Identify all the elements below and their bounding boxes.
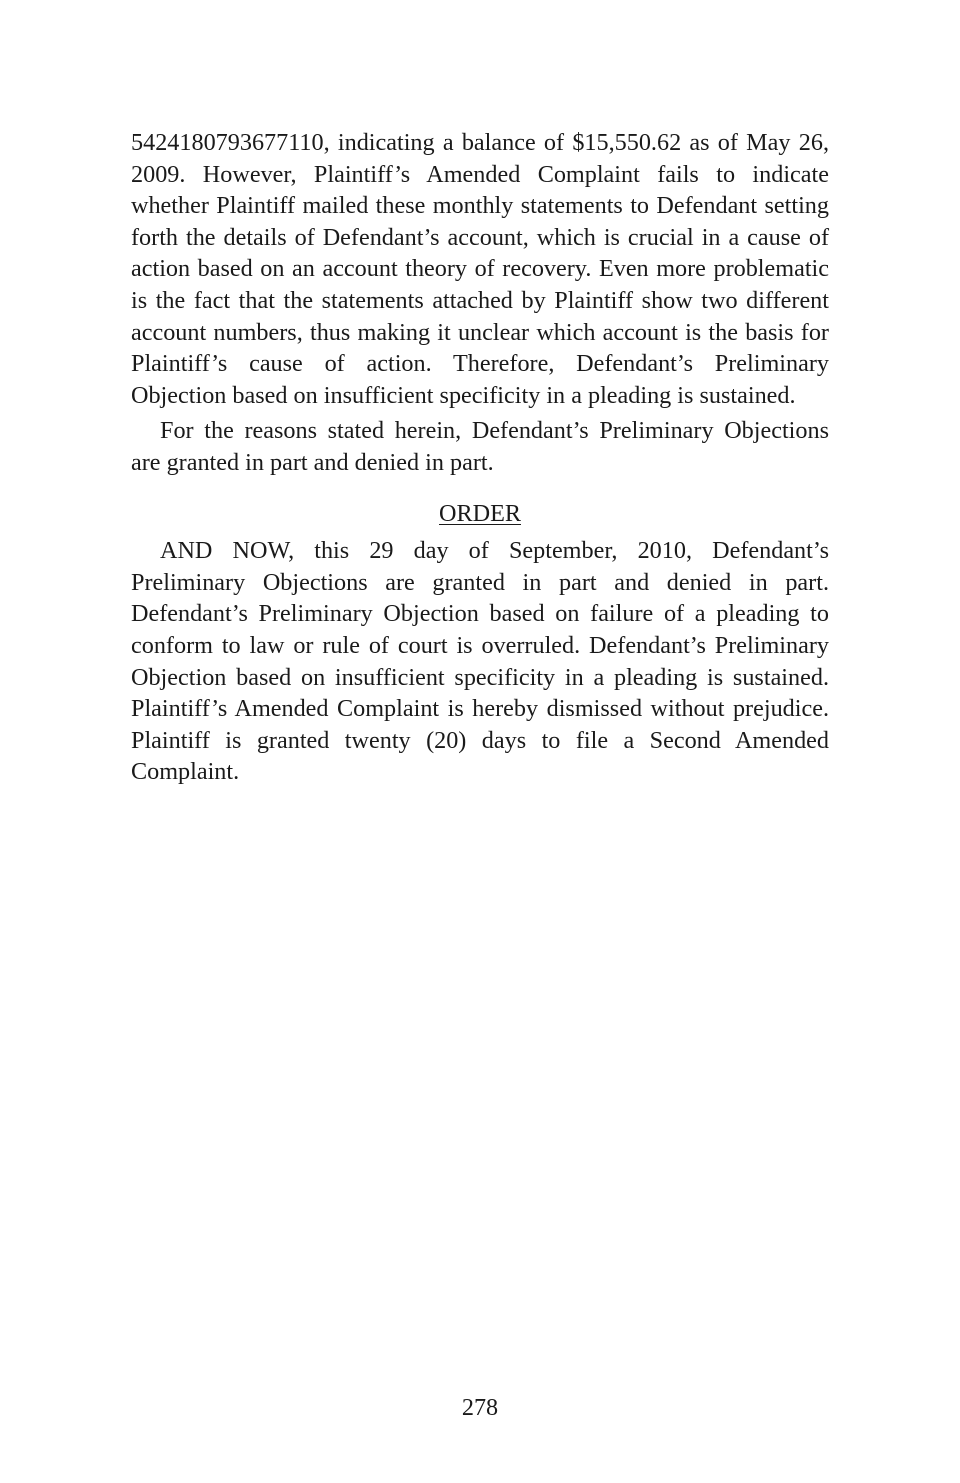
page-number: 278 bbox=[461, 1394, 499, 1421]
order-paragraph: AND NOW, this 29 day of September, 2010, Defendant’s Preliminary Objections are granted in part and denied in part. Defendant’s Preliminary Objection based on failure of a pleading to conform to law or rule of court is overruled. Defendant’s Preliminary Objection based on insufficient specificity in a pleading is sustained. Plaintiff’s Amended Complaint is hereby dismissed without prejudice. Plaintiff is granted twenty (20) days to file a Second Amended Complaint. bbox=[131, 537, 829, 786]
opinion-paragraph-conclusion: For the reasons stated herein, Defendant’s Preliminary Objections are granted in part and denied in part. bbox=[131, 417, 829, 476]
page-body bbox=[131, 127, 829, 788]
opinion-paragraph-continued: 5424180793677110, indicating a balance of $15,550.62 as of May 26, 2009. However, Plaintiff’s Amended Complaint fails to indicate whether Plaintiff mailed these monthly statements to Defendant setting forth the details of Defendant’s account, which is crucial in a cause of action based on an account theory of recovery. Even more problematic is the fact that the statements attached by Plaintiff show two different account numbers, thus making it unclear which account is the basis for Plaintiff’s cause of action. Therefore, Defendant’s Preliminary Objection based on insufficient specificity in a pleading is sustained. bbox=[131, 129, 829, 409]
order-heading: ORDER bbox=[439, 499, 521, 527]
